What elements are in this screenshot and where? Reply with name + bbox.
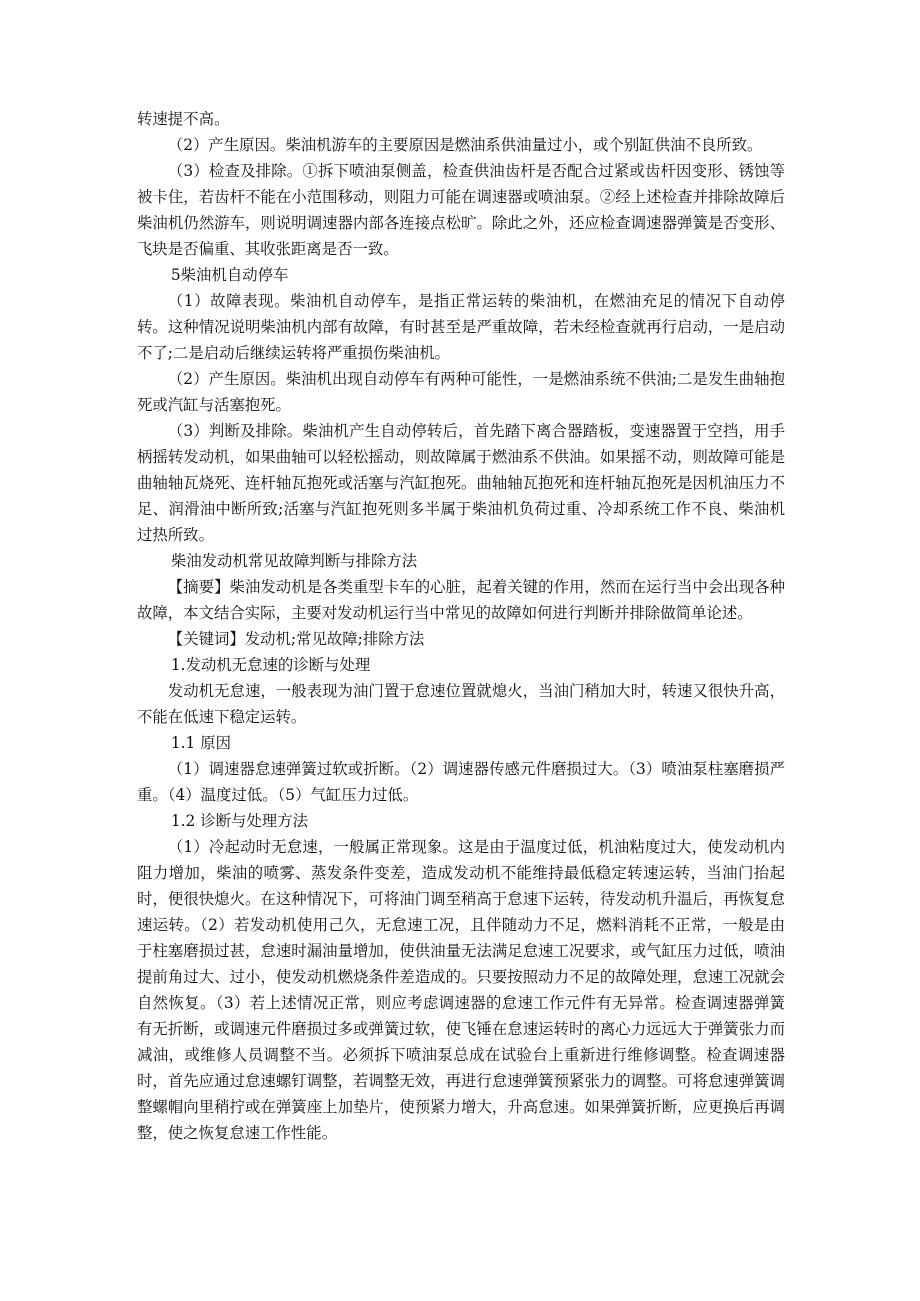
paragraph-continuation: 转速提不高。 xyxy=(137,110,230,128)
article-title: 柴油发动机常见故障判断与排除方法 xyxy=(170,552,418,570)
section-heading-1-2: 1.2 诊断与处理方法 xyxy=(170,812,308,830)
paragraph-inspection: （3）检查及排除。①拆下喷油泵侧盖，检查供油齿杆是否配合过紧或齿杆因变形、锈蚀等被卡住，若齿杆不能在小范围移动，则阻力可能在调速器或喷油泵。②经上述检查并排除故障后柴油机仍然游车，则说明调速器内部各连接点松旷。除此之外，还应检查调速器弹簧是否变形、飞块是否偏重、其收张距离是否一致。 xyxy=(137,162,785,258)
keywords: 【关键词】发动机;常见故障;排除方法 xyxy=(167,630,425,648)
paragraph-fault-cause: （2）产生原因。柴油机出现自动停车有两种可能性，一是燃油系统不供油;二是发生曲轴抱死或汽缸与活塞抱死。 xyxy=(137,370,785,414)
paragraph-judgement: （3）判断及排除。柴油机产生自动停转后，首先踏下离合器踏板，变速器置于空挡，用手柄摇转发动机，如果曲轴可以轻松摇动，则故障属于燃油系不供油。如果摇不动，则故障可能是曲轴轴瓦烧死、连杆轴瓦抱死或活塞与汽缸抱死。曲轴轴瓦抱死和连杆轴瓦抱死是因机油压力不足、润滑油中断所致;活塞与汽缸抱死则多半属于柴油机负荷过重、冷却系统工作不良、柴油机过热所致。 xyxy=(137,422,785,544)
paragraph-diagnosis: （1）冷起动时无怠速，一般属正常现象。这是由于温度过低，机油粘度过大，使发动机内阻力增加，柴油的喷雾、蒸发条件变差，造成发动机不能维持最低稳定转速运转，当油门抬起时，便很快熄火。在这种情况下，可将油门调至稍高于怠速下运转，待发动机升温后，再恢复怠速运转。（2）若发动机使用己久，无怠速工况，且伴随动力不足，燃料消耗不正常，一般是由于柱塞磨损过甚，怠速时漏油量增加，使供油量无法满足怠速工况要求，或气缸压力过低，喷油提前角过大、过小，使发动机燃烧条件差造成的。只要按照动力不足的故障处理，怠速工况就会自然恢复。（3）若上述情况正常，则应考虑调速器的怠速工作元件有无异常。检查调速器弹簧有无折断，或调速元件磨损过多或弹簧过软，使飞锤在怠速运转时的离心力远远大于弹簧张力而减油，或维修人员调整不当。必须拆下喷油泵总成在试验台上重新进行维修调整。检查调速器时，首先应通过怠速螺钉调整，若调整无效，再进行怠速弹簧预紧张力的调整。可将怠速弹簧调整螺帽向里稍拧或在弹簧座上加垫片，使预紧力增大，升高怠速。如果弹簧折断，应更换后再调整，使之恢复怠速工作性能。 xyxy=(137,838,785,1142)
paragraph-cause: （2）产生原因。柴油机游车的主要原因是燃油系供油量过小，或个别缸供油不良所致。 xyxy=(167,136,763,154)
paragraph-fault-symptom: （1）故障表现。柴油机自动停车，是指正常运转的柴油机，在燃油充足的情况下自动停转。这种情况说明柴油机内部有故障，有时甚至是严重故障，若未经检查就再行启动，一是启动不了;二是启动后继续运转将严重损伤柴油机。 xyxy=(137,292,785,362)
section-heading-1: 1.发动机无怠速的诊断与处理 xyxy=(170,656,371,674)
paragraph-no-idle: 发动机无怠速，一般表现为油门置于怠速位置就熄火，当油门稍加大时，转速又很快升高，不能在低速下稳定运转。 xyxy=(137,682,785,726)
section-heading-auto-stop: 5柴油机自动停车 xyxy=(170,266,289,284)
section-heading-1-1: 1.1 原因 xyxy=(170,734,232,752)
document-body xyxy=(137,106,785,1146)
abstract: 【摘要】柴油发动机是各类重型卡车的心脏，起着关键的作用，然而在运行当中会出现各种故障，本文结合实际，主要对发动机运行当中常见的故障如何进行判断并排除做简单论述。 xyxy=(137,578,785,622)
paragraph-causes-list: （1）调速器怠速弹簧过软或折断。（2）调速器传感元件磨损过大。（3）喷油泵柱塞磨损严重。（4）温度过低。（5）气缸压力过低。 xyxy=(137,760,785,804)
